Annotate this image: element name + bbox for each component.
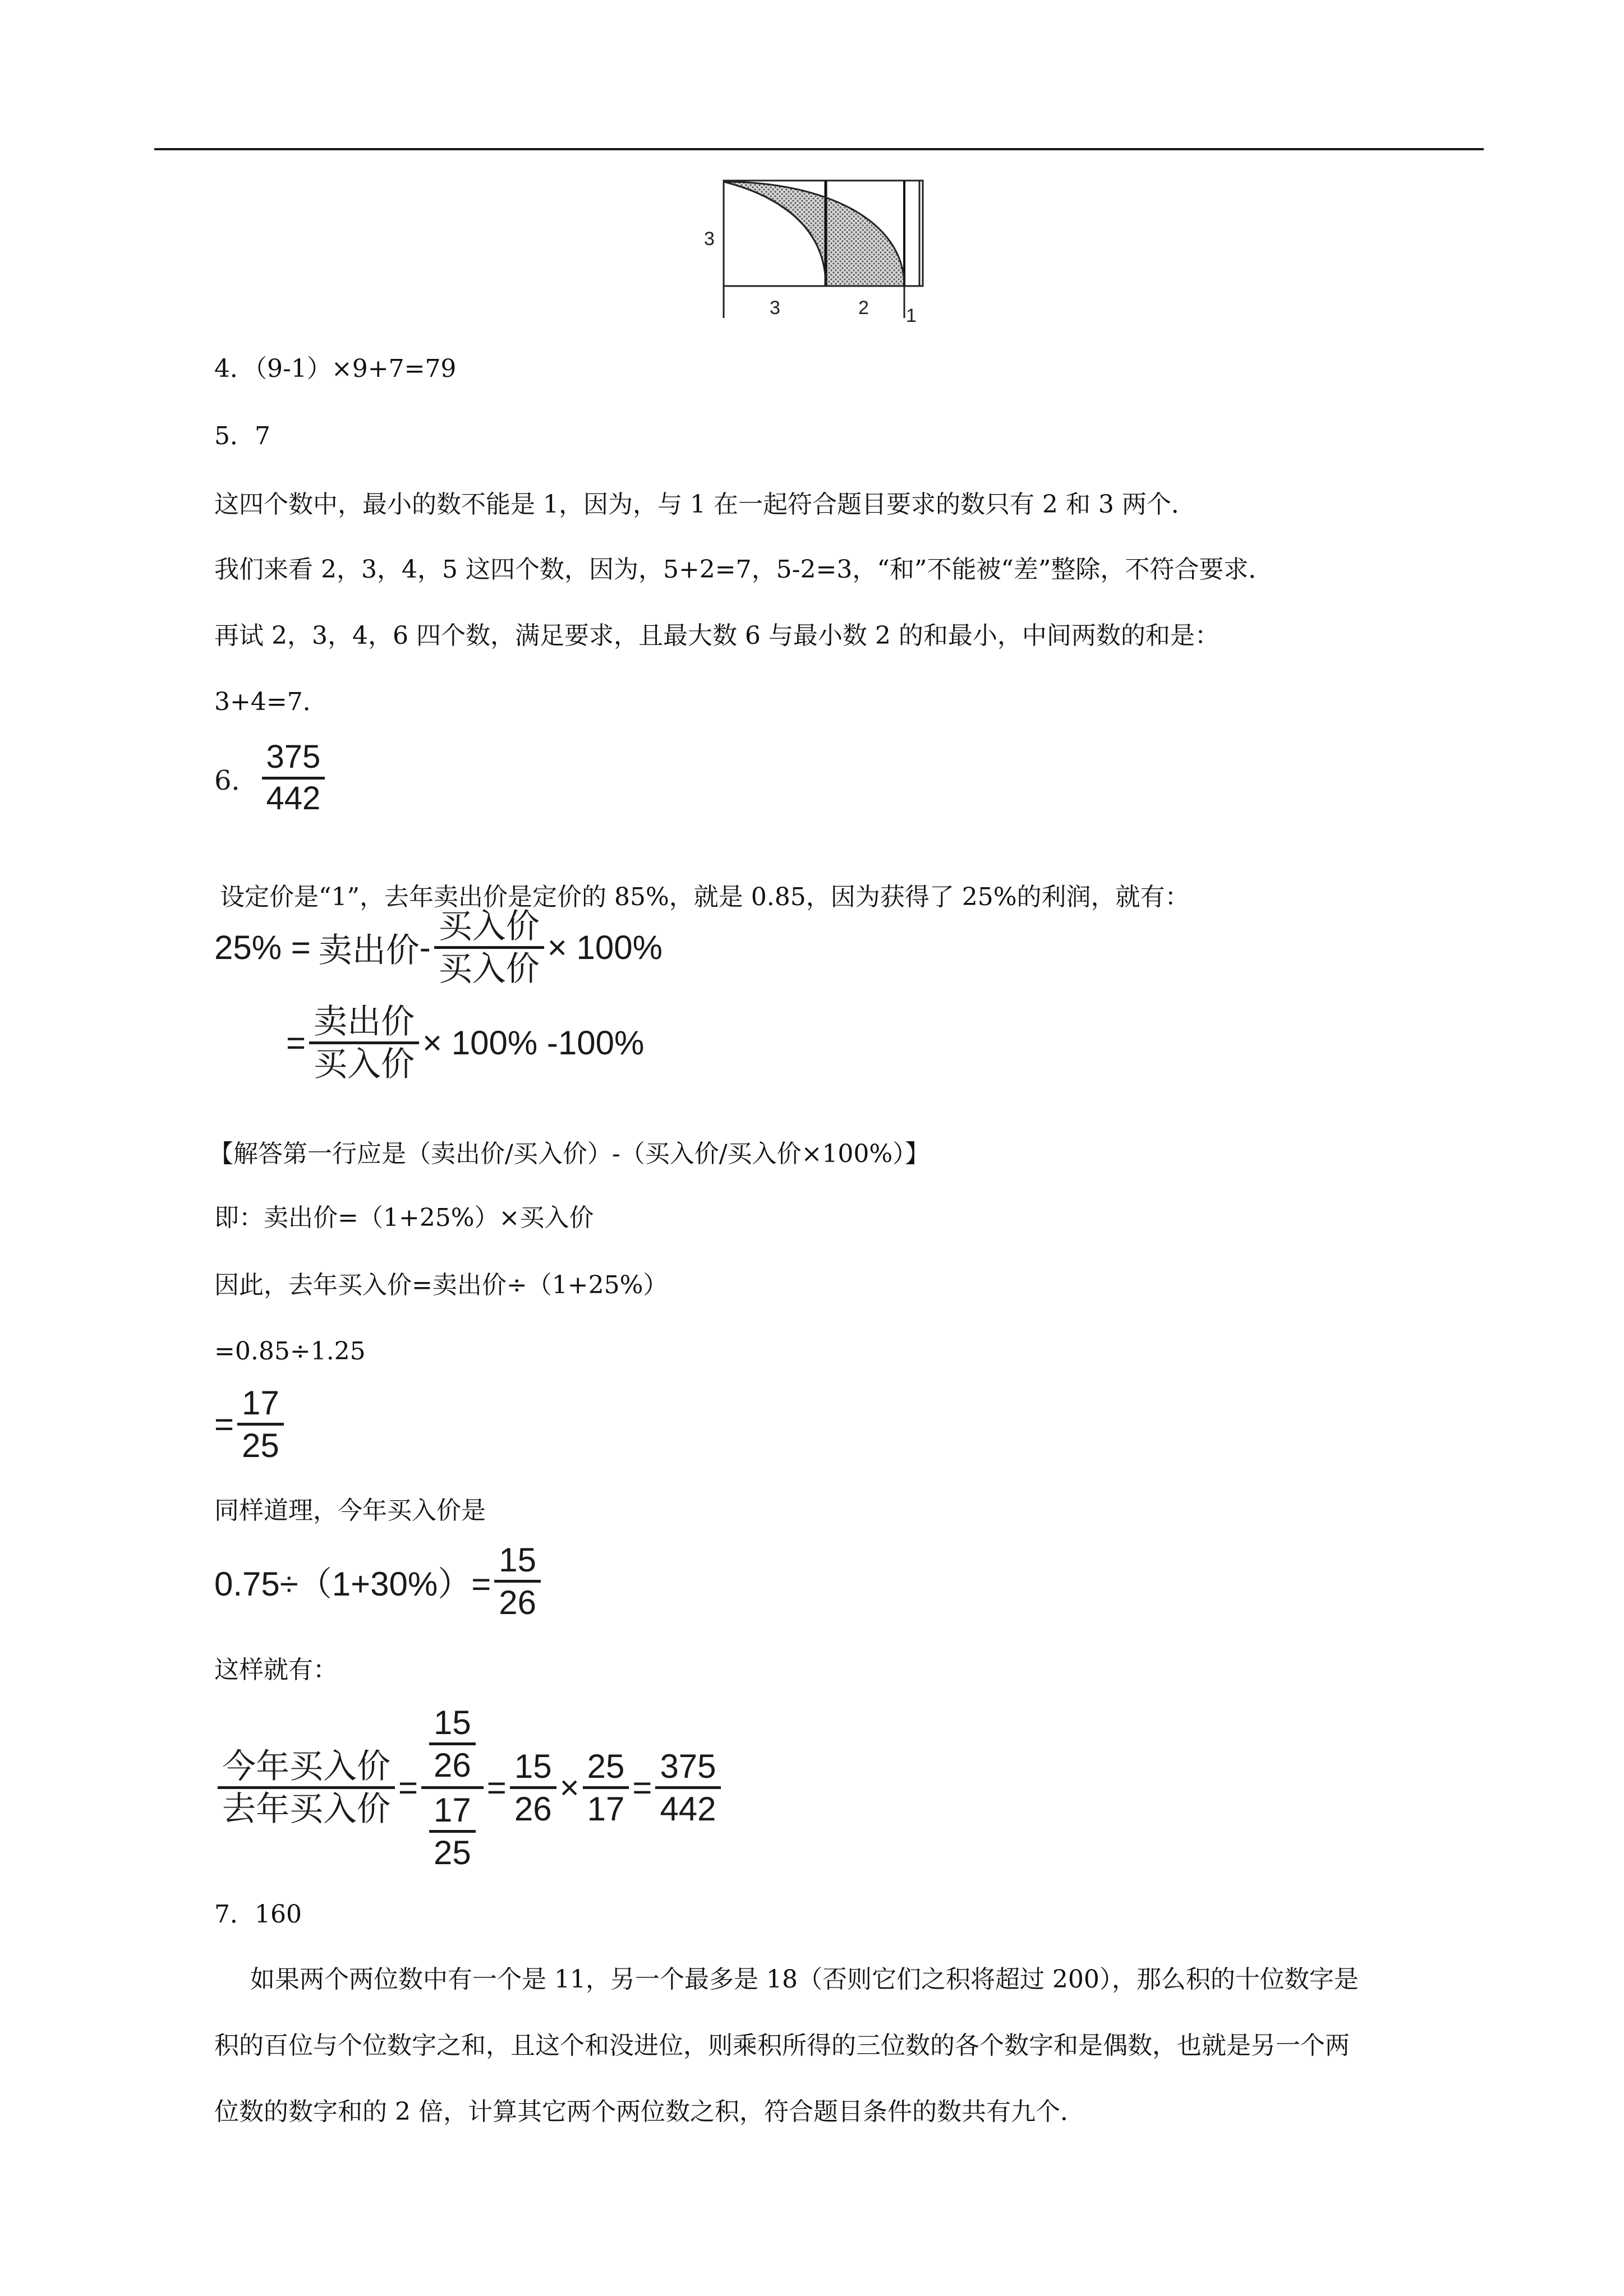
equation-3 (214, 1542, 544, 1620)
eq4-result-den: 442 (655, 1786, 720, 1827)
answer-7: 7．160 (214, 1900, 302, 1929)
answer-7-line-c: 位数的数字和的 2 倍，计算其它两个两位数之积，符合题目条件的数共有九个． (214, 2097, 1085, 2126)
answer-5-line-d: 3+4=7． (214, 688, 328, 716)
eq2-fraction-den: 买入价 (309, 1041, 419, 1082)
fig-label-left: 3 (704, 228, 715, 250)
answer-7-line-a: 如果两个两位数中有一个是 11，另一个最多是 18（否则它们之积将超过 200），那么积的十位数字是 (250, 1965, 1359, 1994)
eq4-ratio (218, 1749, 395, 1827)
answer-6-denominator: 442 (262, 777, 325, 816)
eq4-equals-2: = (486, 1769, 507, 1806)
fig-label-bottom-b: 2 (858, 297, 869, 319)
eq3-lhs: 0.75÷（1+30%）= (214, 1565, 491, 1603)
eq4-result (655, 1749, 720, 1827)
eq1-fraction-den: 买入价 (434, 946, 544, 986)
eq2-tail: × 100% -100% (422, 1024, 645, 1062)
eq4-equals-3: = (632, 1769, 652, 1806)
eq4-complex-bottom-num: 17 (434, 1791, 471, 1829)
equation-1 (214, 909, 663, 986)
answer-6-line-a: 设定价是“1”，去年卖出价是定价的 85%，就是 0.85，因为获得了 25%的利润，就有： (220, 883, 1190, 911)
answer-5-line-a: 这四个数中，最小的数不能是 1，因为，与 1 在一起符合题目要求的数只有 2 和 3 两个． (214, 490, 1196, 519)
fig-label-bottom-a: 3 (770, 297, 780, 319)
eq4-complex-fraction (421, 1705, 484, 1870)
equation-2 (286, 1004, 644, 1082)
res1-num: 17 (242, 1384, 279, 1422)
eq2-fraction (309, 1004, 419, 1082)
answer-6-line-e: 同样道理，今年买入价是 (214, 1496, 486, 1525)
eq1-fraction (434, 909, 544, 986)
answer-5: 5．7 (214, 422, 270, 450)
answer-5-line-c: 再试 2，3，4，6 四个数，满足要求，且最大数 6 与最小数 2 的和最小，中间两数的和是： (214, 621, 1220, 650)
equation-4 (214, 1705, 724, 1870)
eq4-result-num: 375 (660, 1748, 716, 1785)
answer-6-fraction (262, 740, 325, 816)
eq4-frac-b-num: 25 (587, 1748, 625, 1785)
eq4-ratio-num: 今年买入价 (222, 1748, 390, 1785)
answer-6-numerator: 375 (266, 739, 321, 775)
answer-6-number: 6． (214, 764, 259, 796)
quarter-circle-figure (696, 175, 931, 329)
correction-note: 【解答第一行应是（卖出价/买入价）-（买入价/买入价×100%）】 (209, 1140, 930, 1168)
fig-label-bottom-c: 1 (906, 305, 917, 326)
eq4-complex-top (429, 1705, 476, 1783)
eq4-equals-1: = (398, 1769, 418, 1806)
shaded-region (724, 182, 904, 286)
eq2-equals: = (286, 1024, 306, 1062)
answer-6 (214, 740, 328, 816)
eq1-tail: × 100% (547, 929, 663, 966)
answer-4: 4．（9-1）×9+7=79 (214, 354, 457, 383)
eq1-fraction-num: 买入价 (438, 907, 540, 945)
eq1-term-a: 卖出价 (318, 931, 420, 969)
eq3-num: 15 (499, 1541, 536, 1579)
eq4-frac-a (510, 1749, 556, 1827)
eq3-fraction (494, 1542, 541, 1620)
eq4-frac-a-den: 26 (510, 1786, 556, 1827)
answer-6-line-b: 即：卖出价=（1+25%）×买入价 (214, 1204, 594, 1232)
eq4-frac-b (583, 1749, 629, 1827)
answer-5-line-b: 我们来看 2，3，4，5 这四个数，因为，5+2=7，5-2=3，“和”不能被“差”整除，不符合要求． (214, 555, 1273, 584)
answer-6-line-f: 这样就有： (214, 1656, 338, 1684)
res1-den: 25 (237, 1423, 284, 1463)
eq1-minus: - (419, 929, 431, 966)
eq4-complex-top-den: 26 (429, 1742, 476, 1783)
eq1-lhs: 25% = (214, 929, 311, 966)
answer-7-line-b: 积的百位与个位数字之和，且这个和没进位，则乘积所得的三位数的各个数字和是偶数，也就是另一个两 (214, 2031, 1350, 2060)
header-rule (154, 148, 1484, 150)
eq3-den: 26 (494, 1580, 541, 1620)
eq4-complex-bottom (429, 1792, 476, 1870)
eq4-times: × (559, 1769, 579, 1806)
eq4-ratio-den: 去年买入价 (218, 1786, 395, 1827)
eq2-fraction-num: 卖出价 (314, 1003, 415, 1040)
res1-equals: = (214, 1405, 234, 1443)
eq4-complex-top-num: 15 (434, 1704, 471, 1741)
answer-6-line-d: =0.85÷1.25 (214, 1337, 366, 1366)
eq4-frac-a-num: 15 (514, 1748, 552, 1785)
res1-fraction (237, 1385, 284, 1463)
eq4-complex-bottom-den: 25 (429, 1830, 476, 1870)
eq4-frac-b-den: 17 (583, 1786, 629, 1827)
result-17-25 (214, 1385, 287, 1463)
answer-6-line-c: 因此，去年买入价=卖出价÷（1+25%） (214, 1271, 668, 1299)
